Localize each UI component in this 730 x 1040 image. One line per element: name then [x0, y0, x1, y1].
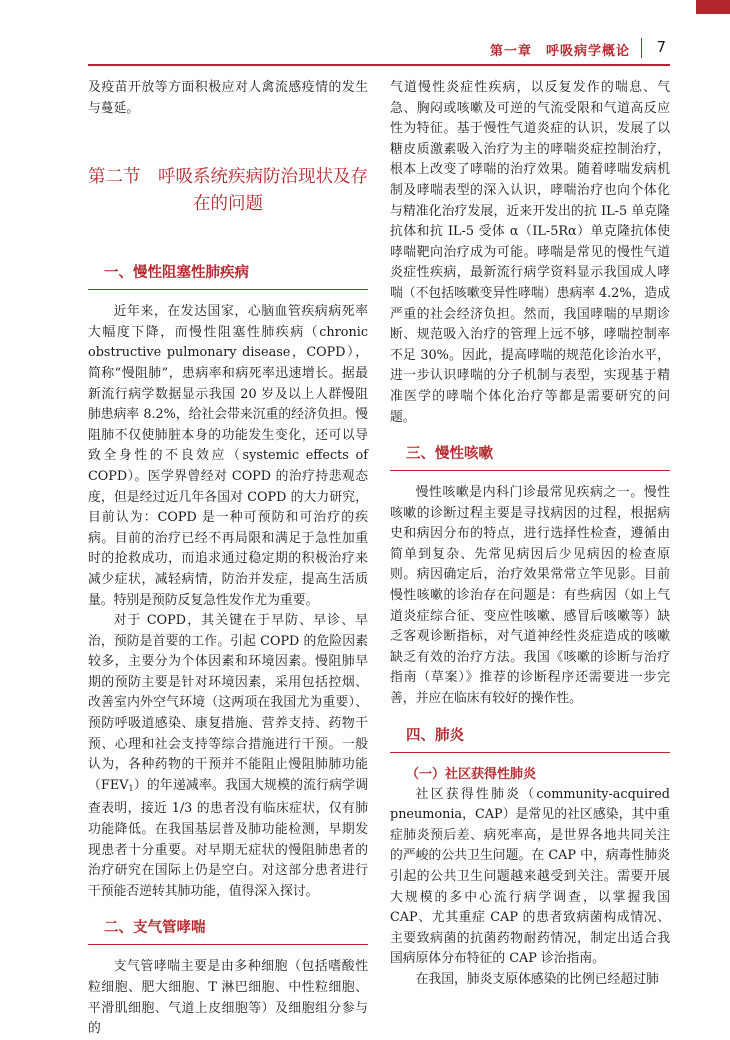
heading-asthma: 二、支气管哮喘	[88, 918, 368, 945]
corner-tab-decoration	[696, 0, 730, 14]
right-column	[390, 78, 670, 991]
header-rule	[88, 64, 670, 66]
heading-chronic-cough: 三、慢性咳嗽	[390, 444, 670, 471]
paragraph-copd-overview: 近年来，在发达国家，心脑血管疾病病死率大幅度下降，而慢性阻塞性肺疾病（chronic obstructive pulmonary disease，COPD），简称“慢阻肺”，患病率和病死率迅速增长。据最新流行病学数据显示我国 20 岁及以上人群慢阻肺患病率 8.2%，给社会带来沉重的经济负担。慢阻肺不仅使肺脏本身的功能发生变化，还可以导致全身性的不良效应（systemic effects of COPD）。医学界曾经对 COPD 的治疗持悲观态度，但是经过近几年各国对 COPD 的大力研究，目前认为：COPD 是一种可预防和可治疗的疾病。目前的治疗已经不再局限和满足于急性加重时的抢救成功，而追求通过稳定期的积极治疗来减少症状，减轻病情，防治并发症，提高生活质量。特别是预防反复急性发作尤为重要。	[88, 304, 368, 608]
paragraph-mycoplasma: 在我国，肺炎支原体感染的比例已经超过肺	[415, 971, 659, 987]
fev-subscript: 1	[128, 783, 134, 793]
paragraph-asthma-continued: 气道慢性炎症性疾病，以反复发作的喘息、气急、胸闷或咳嗽及可逆的气流受限和气道高反应性为特征。基于慢性气道炎症的认识，发展了以糖皮质激素吸入治疗为主的哮喘炎症控制治疗，根本上改变了哮喘的治疗效果。随着哮喘发病机制及哮喘表型的深入认识，哮喘治疗也向个体化与精准化治疗发展，近来开发出的抗 IL-5 单克隆抗体和抗 IL-5 受体 α（IL-5Rα）单克隆抗体使哮喘靶向治疗成为可能。哮喘是常见的慢性气道炎症性疾病，最新流行病学资料显示我国成人哮喘（不包括咳嗽变异性哮喘）患病率 4.2%，造成严重的社会经济负担。然而，我国哮喘的早期诊断、规范吸入治疗的管理上远不够，哮喘控制率不足 30%。因此，提高哮喘的规范化诊治水平，进一步认识哮喘的分子机制与表型，实现基于精准医学的哮喘个体化治疗等都是需要研究的问题。	[390, 80, 670, 425]
header-separator	[641, 38, 642, 58]
heading-copd: 一、慢性阻塞性肺疾病	[88, 263, 368, 290]
copd-prevention-text-a: 对于 COPD，其关键在于早防、早诊、早治，预防是首要的工作。引起 COPD 的危险因素较多，主要分为个体因素和环境因素。慢阻肺早期的预防主要是针对环境因素，采用包括控烟、改善室内外空气环境（这两项在我国尤为重要）、预防呼吸道感染、康复措施、营养支持、药物干预、心理和社会支持等综合措施进行干预。一般认为，各种药物的干预并不能阻止慢阻肺肺功能（FEV	[88, 613, 368, 793]
paragraph-copd-prevention	[88, 611, 368, 902]
left-column	[88, 78, 368, 1040]
copd-prevention-text-b: ）的年递减率。我国大规模的流行病学调查表明，接近 1/3 的患者没有临床症状，仅有肺功能降低。在我国基层普及肺功能检测，早期发现患者十分重要。对早期无症状的慢阻肺患者的治疗研究在国际上仍是空白。对这部分患者进行干预能否逆转其肺功能，值得深入探讨。	[88, 777, 369, 899]
heading-pneumonia: 四、肺炎	[390, 726, 670, 753]
paragraph-cap: 社区获得性肺炎（community-acquired pneumonia，CAP）是常见的社区感染，其中重症肺炎预后差、病死率高，是世界各地共同关注的严峻的公共卫生问题。在 CAP 中，病毒性肺炎引起的公共卫生问题越来越受到关注。需要开展大规模的多中心流行病学调查，以掌握我国 CAP、尤其重症 CAP 的患者致病菌构成情况、主要致病菌的抗菌药物耐药情况，制定出适合我国病原体分布特征的 CAP 诊治指南。	[390, 786, 670, 967]
paragraph-asthma-start: 支气管哮喘主要是由多种细胞（包括嗜酸性粒细胞、肥大细胞、T 淋巴细胞、中性粒细胞、平滑肌细胞、气道上皮细胞等）及细胞组分参与的	[88, 959, 368, 1037]
intro-paragraph: 及疫苗开放等方面积极应对人禽流感疫情的发生与蔓延。	[88, 80, 368, 116]
section-title: 第二节 呼吸系统疾病防治现状及存在的问题	[88, 167, 368, 215]
paragraph-chronic-cough: 慢性咳嗽是内科门诊最常见疾病之一。慢性咳嗽的诊断过程主要是寻找病因的过程，根据病史和病因分布的特点，进行选择性检查，遵循由简单到复杂、先常见病因后少见病因的检查原则。病因确定后，治疗效果常常立竿见影。目前慢性咳嗽的诊治存在问题是：有些病因（如上气道炎症综合征、变应性咳嗽、感冒后咳嗽等）缺乏客观诊断指标，对气道神经性炎症造成的咳嗽缺乏有效的治疗方法。我国《咳嗽的诊断与治疗指南（草案）》推荐的诊断程序还需要进一步完善，并应在临床有较好的操作性。	[390, 485, 670, 707]
subheading-cap: （一）社区获得性肺炎	[406, 766, 537, 782]
running-header-chapter: 第一章 呼吸病学概论	[489, 44, 630, 59]
page-number: 7	[656, 38, 666, 56]
